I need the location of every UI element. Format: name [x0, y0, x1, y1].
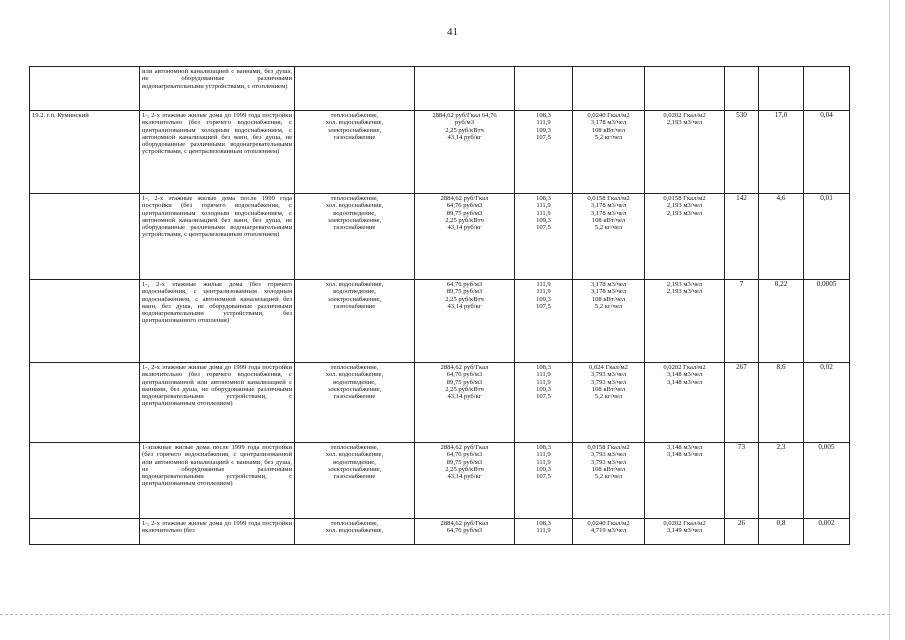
- norm-b-cell: 0,0158 Гкал/м2 2,193 м3/чел 2,193 м3/чел: [645, 194, 725, 280]
- indices-cell: 108,3 111,9 111,9 109,3 107,5: [515, 363, 573, 443]
- value-1-cell: 73: [725, 443, 759, 519]
- table-body: [30, 67, 850, 545]
- value-1-cell: 267: [725, 363, 759, 443]
- housing-description-cell: 1-, 2-х этажные жилые дома до 1999 года постройки включительно (без горячего водоснабжения, с централизованным холодным водоснабжением, с автономной канализацией без ванн, без душа, не оборудованные различными водонагревательными устройствами, с централизованным отоплением): [140, 111, 295, 194]
- value-3-cell: 0,005: [804, 443, 850, 519]
- value-3-cell: 0,0005: [804, 280, 850, 363]
- indices-cell: [515, 67, 573, 111]
- tariffs-cell: 2884,62 руб/Гкал 64,76 руб/м3 89,75 руб/м3 2,25 руб/кВтч 43,14 руб/кг: [415, 443, 515, 519]
- services-cell: теплоснабжение, хол. водоснабжение, водоотведение, электроснабжение, газоснабжение: [295, 363, 415, 443]
- value-3-cell: 0,01: [804, 194, 850, 280]
- norm-a-cell: 0,0240 Гкал/м2 3,178 м3/чел 108 кВт/чел 5,2 кг/чел: [573, 111, 645, 194]
- value-2-cell: 17,0: [759, 111, 804, 194]
- value-2-cell: 0,22: [759, 280, 804, 363]
- housing-description-cell: 1-, 2-х этажные жилые дома (без горячего водоснабжения, с централизованным холодным водоснабжением, с автономной канализацией без ванн, без душа, не оборудованные различными водонагревательными устройствами, без централизованного отопления): [140, 280, 295, 363]
- indices-cell: 108,3 111,9: [515, 519, 573, 545]
- norm-a-cell: [573, 67, 645, 111]
- scan-artifact-line: [0, 614, 890, 615]
- norm-a-cell: 0,0158 Гкал/м2 3,793 м3/чел 3,793 м3/чел 108 кВт/чел 5,2 кг/чел: [573, 443, 645, 519]
- services-cell: теплоснабжение, хол. водоснабжение,: [295, 519, 415, 545]
- tariffs-cell: 64,76 руб/м3 89,75 руб/м3 2,25 руб/кВтч 43,14 руб/кг: [415, 280, 515, 363]
- indices-cell: 108,3 111,9 111,9 109,3 107,5: [515, 443, 573, 519]
- tariff-table: [29, 66, 850, 545]
- value-2-cell: 8,6: [759, 363, 804, 443]
- services-cell: теплоснабжение, хол. водоснабжение, водоотведение, электроснабжение, газоснабжение: [295, 443, 415, 519]
- services-cell: теплоснабжение, хол. водоснабжение, электроснабжение, газоснабжение: [295, 111, 415, 194]
- value-1-cell: 530: [725, 111, 759, 194]
- housing-description-cell: 1-этажные жилые дома после 1999 года постройки (без горячего водоснабжения, с централизованной или автономной канализацией с ваннами, без душа, не оборудованные различными водонагревательными устройствами, с централизованным отоплением): [140, 443, 295, 519]
- value-3-cell: [804, 67, 850, 111]
- norm-b-cell: 0,0202 Гкал/м2 3,149 м3/чел: [645, 519, 725, 545]
- norm-b-cell: 2,193 м3/чел 2,193 м3/чел: [645, 280, 725, 363]
- locality-cell: [30, 280, 140, 363]
- value-3-cell: 0,002: [804, 519, 850, 545]
- housing-description-cell: 1-, 2-х этажные жилые дома после 1999 года постройки (без горячего водоснабжения, с централизованным холодным водоснабжением, с автономной канализацией без ванн, без душа, не оборудованные различными водонагревательными устройствами, с централизованным отоплением): [140, 194, 295, 280]
- housing-description-cell: 1-, 2-х этажные жилые дома до 1999 года постройки включительно (без горячего водоснабжения, с централизованной или автономной канализацией с ваннами, без душа, не оборудованные различными водонагревательными устройствами, с централизованным отоплением): [140, 363, 295, 443]
- norm-a-cell: 0,0240 Гкал/м2 4,719 м3/чел: [573, 519, 645, 545]
- table-row: [30, 519, 850, 545]
- tariffs-cell: [415, 67, 515, 111]
- table-row: [30, 67, 850, 111]
- tariffs-cell: 2884,62 руб/Гкал 64,76 руб/м3 2,25 руб/кВтч 43,14 руб/кг: [415, 111, 515, 194]
- table-row: [30, 194, 850, 280]
- locality-cell: [30, 363, 140, 443]
- tariffs-cell: 2884,62 руб/Гкал 64,76 руб/м3: [415, 519, 515, 545]
- value-2-cell: 2,3: [759, 443, 804, 519]
- scan-artifact-edge: [889, 0, 890, 640]
- locality-cell: [30, 194, 140, 280]
- value-1-cell: [725, 67, 759, 111]
- norm-b-cell: 0,0202 Гкал/м2 3,148 м3/чел 3,148 м3/чел: [645, 363, 725, 443]
- norm-b-cell: 3,148 м3/чел 3,148 м3/чел: [645, 443, 725, 519]
- table-row: [30, 111, 850, 194]
- locality-cell: [30, 67, 140, 111]
- locality-cell: 19.2. г.п. Куминский: [30, 111, 140, 194]
- value-1-cell: 142: [725, 194, 759, 280]
- locality-cell: [30, 519, 140, 545]
- table-row: [30, 443, 850, 519]
- value-2-cell: [759, 67, 804, 111]
- indices-cell: 108,3 111,9 111,9 109,3 107,5: [515, 194, 573, 280]
- tariffs-cell: 2884,62 руб/Гкал 64,76 руб/м3 89,75 руб/м3 2,25 руб/кВтч 43,14 руб/кг: [415, 363, 515, 443]
- services-cell: хол. водоснабжение, водоотведение, электроснабжение, газоснабжение: [295, 280, 415, 363]
- housing-description-cell: 1-, 2-х этажные жилые дома до 1999 года постройки включительно (без: [140, 519, 295, 545]
- norm-a-cell: 3,178 м3/чел 3,178 м3/чел 108 кВт/чел 5,2 кг/чел: [573, 280, 645, 363]
- housing-description-cell: или автономной канализацией с ваннами, без душа, не оборудованные различными водонагревательными устройствами, с отоплением): [140, 67, 295, 111]
- services-cell: теплоснабжение, хол. водоснабжение, водоотведение, электроснабжение, газоснабжение: [295, 194, 415, 280]
- norm-a-cell: 0,0158 Гкал/м2 3,178 м3/чел 3,178 м3/чел 108 кВт/чел 5,2 кг/чел: [573, 194, 645, 280]
- indices-cell: 111,9 111,9 109,3 107,5: [515, 280, 573, 363]
- value-3-cell: 0,04: [804, 111, 850, 194]
- tariffs-cell: 2884,62 руб/Гкал 64,76 руб/м3 89,75 руб/м3 2,25 руб/кВтч 43,14 руб/кг: [415, 194, 515, 280]
- services-cell: [295, 67, 415, 111]
- value-3-cell: 0,02: [804, 363, 850, 443]
- page-number: 41: [447, 26, 458, 38]
- indices-cell: 108,3 111,9 109,3 107,5: [515, 111, 573, 194]
- table-row: [30, 280, 850, 363]
- norm-b-cell: [645, 67, 725, 111]
- value-1-cell: 7: [725, 280, 759, 363]
- value-2-cell: 0,8: [759, 519, 804, 545]
- norm-a-cell: 0,024 Гкал/м2 3,793 м3/чел 3,793 м3/чел 108 кВт/чел 5,2 кг/чел: [573, 363, 645, 443]
- norm-b-cell: 0,0202 Гкал/м2 2,193 м3/чел: [645, 111, 725, 194]
- value-1-cell: 26: [725, 519, 759, 545]
- value-2-cell: 4,6: [759, 194, 804, 280]
- table-row: [30, 363, 850, 443]
- locality-cell: [30, 443, 140, 519]
